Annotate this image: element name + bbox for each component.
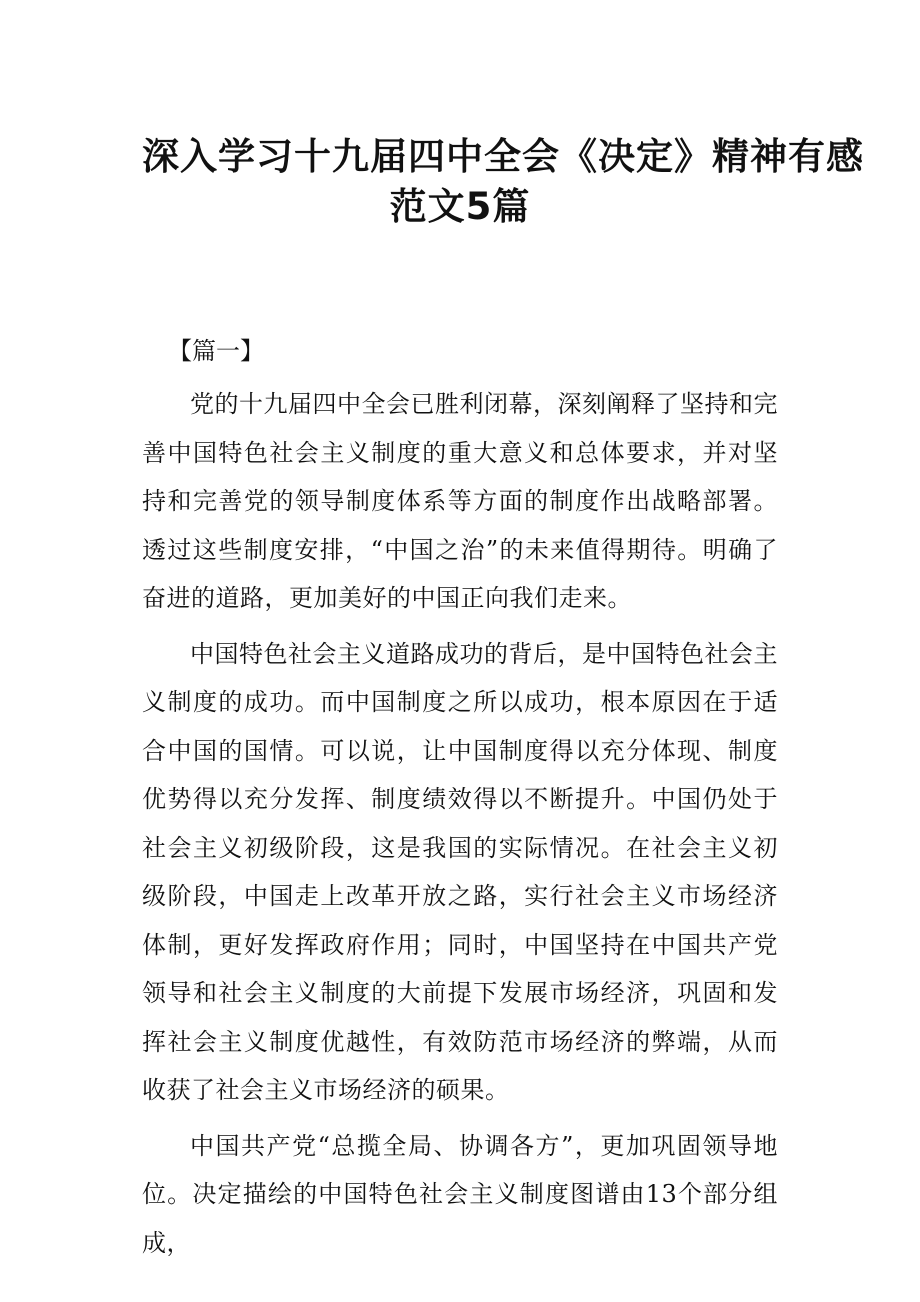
paragraph-2: 中国特色社会主义道路成功的背后，是中国特色社会主义制度的成功。而中国制度之所以成功，根本原因在于适合中国的国情。可以说，让中国制度得以充分体现、制度优势得以充分发挥、制度绩效得以不断提升。中国仍处于社会主义初级阶段，这是我国的实际情况。在社会主义初级阶段，中国走上改革开放之路，实行社会主义市场经济体制，更好发挥政府作用；同时，中国坚持在中国共产党领导和社会主义制度的大前提下发展市场经济，巩固和发挥社会主义制度优越性，有效防范市场经济的弊端，从而收获了社会主义市场经济的硕果。 [142, 639, 778, 1104]
section-label: 【篇一】 [168, 337, 264, 365]
title-line-2: 范文5篇 [389, 185, 531, 228]
paragraph-3: 中国共产党“总揽全局、协调各方”，更加巩固领导地位。决定描绘的中国特色社会主义制度图谱由13个部分组成， [142, 1131, 778, 1257]
document-title [142, 132, 864, 232]
paragraph-1: 党的十九届四中全会已胜利闭幕，深刻阐释了坚持和完善中国特色社会主义制度的重大意义和总体要求，并对坚持和完善党的领导制度体系等方面的制度作出战略部署。透过这些制度安排，“中国之治”的未来值得期待。明确了奋进的道路，更加美好的中国正向我们走来。 [142, 390, 778, 612]
title-line-1: 深入学习十九届四中全会《决定》精神有感 [142, 135, 864, 178]
